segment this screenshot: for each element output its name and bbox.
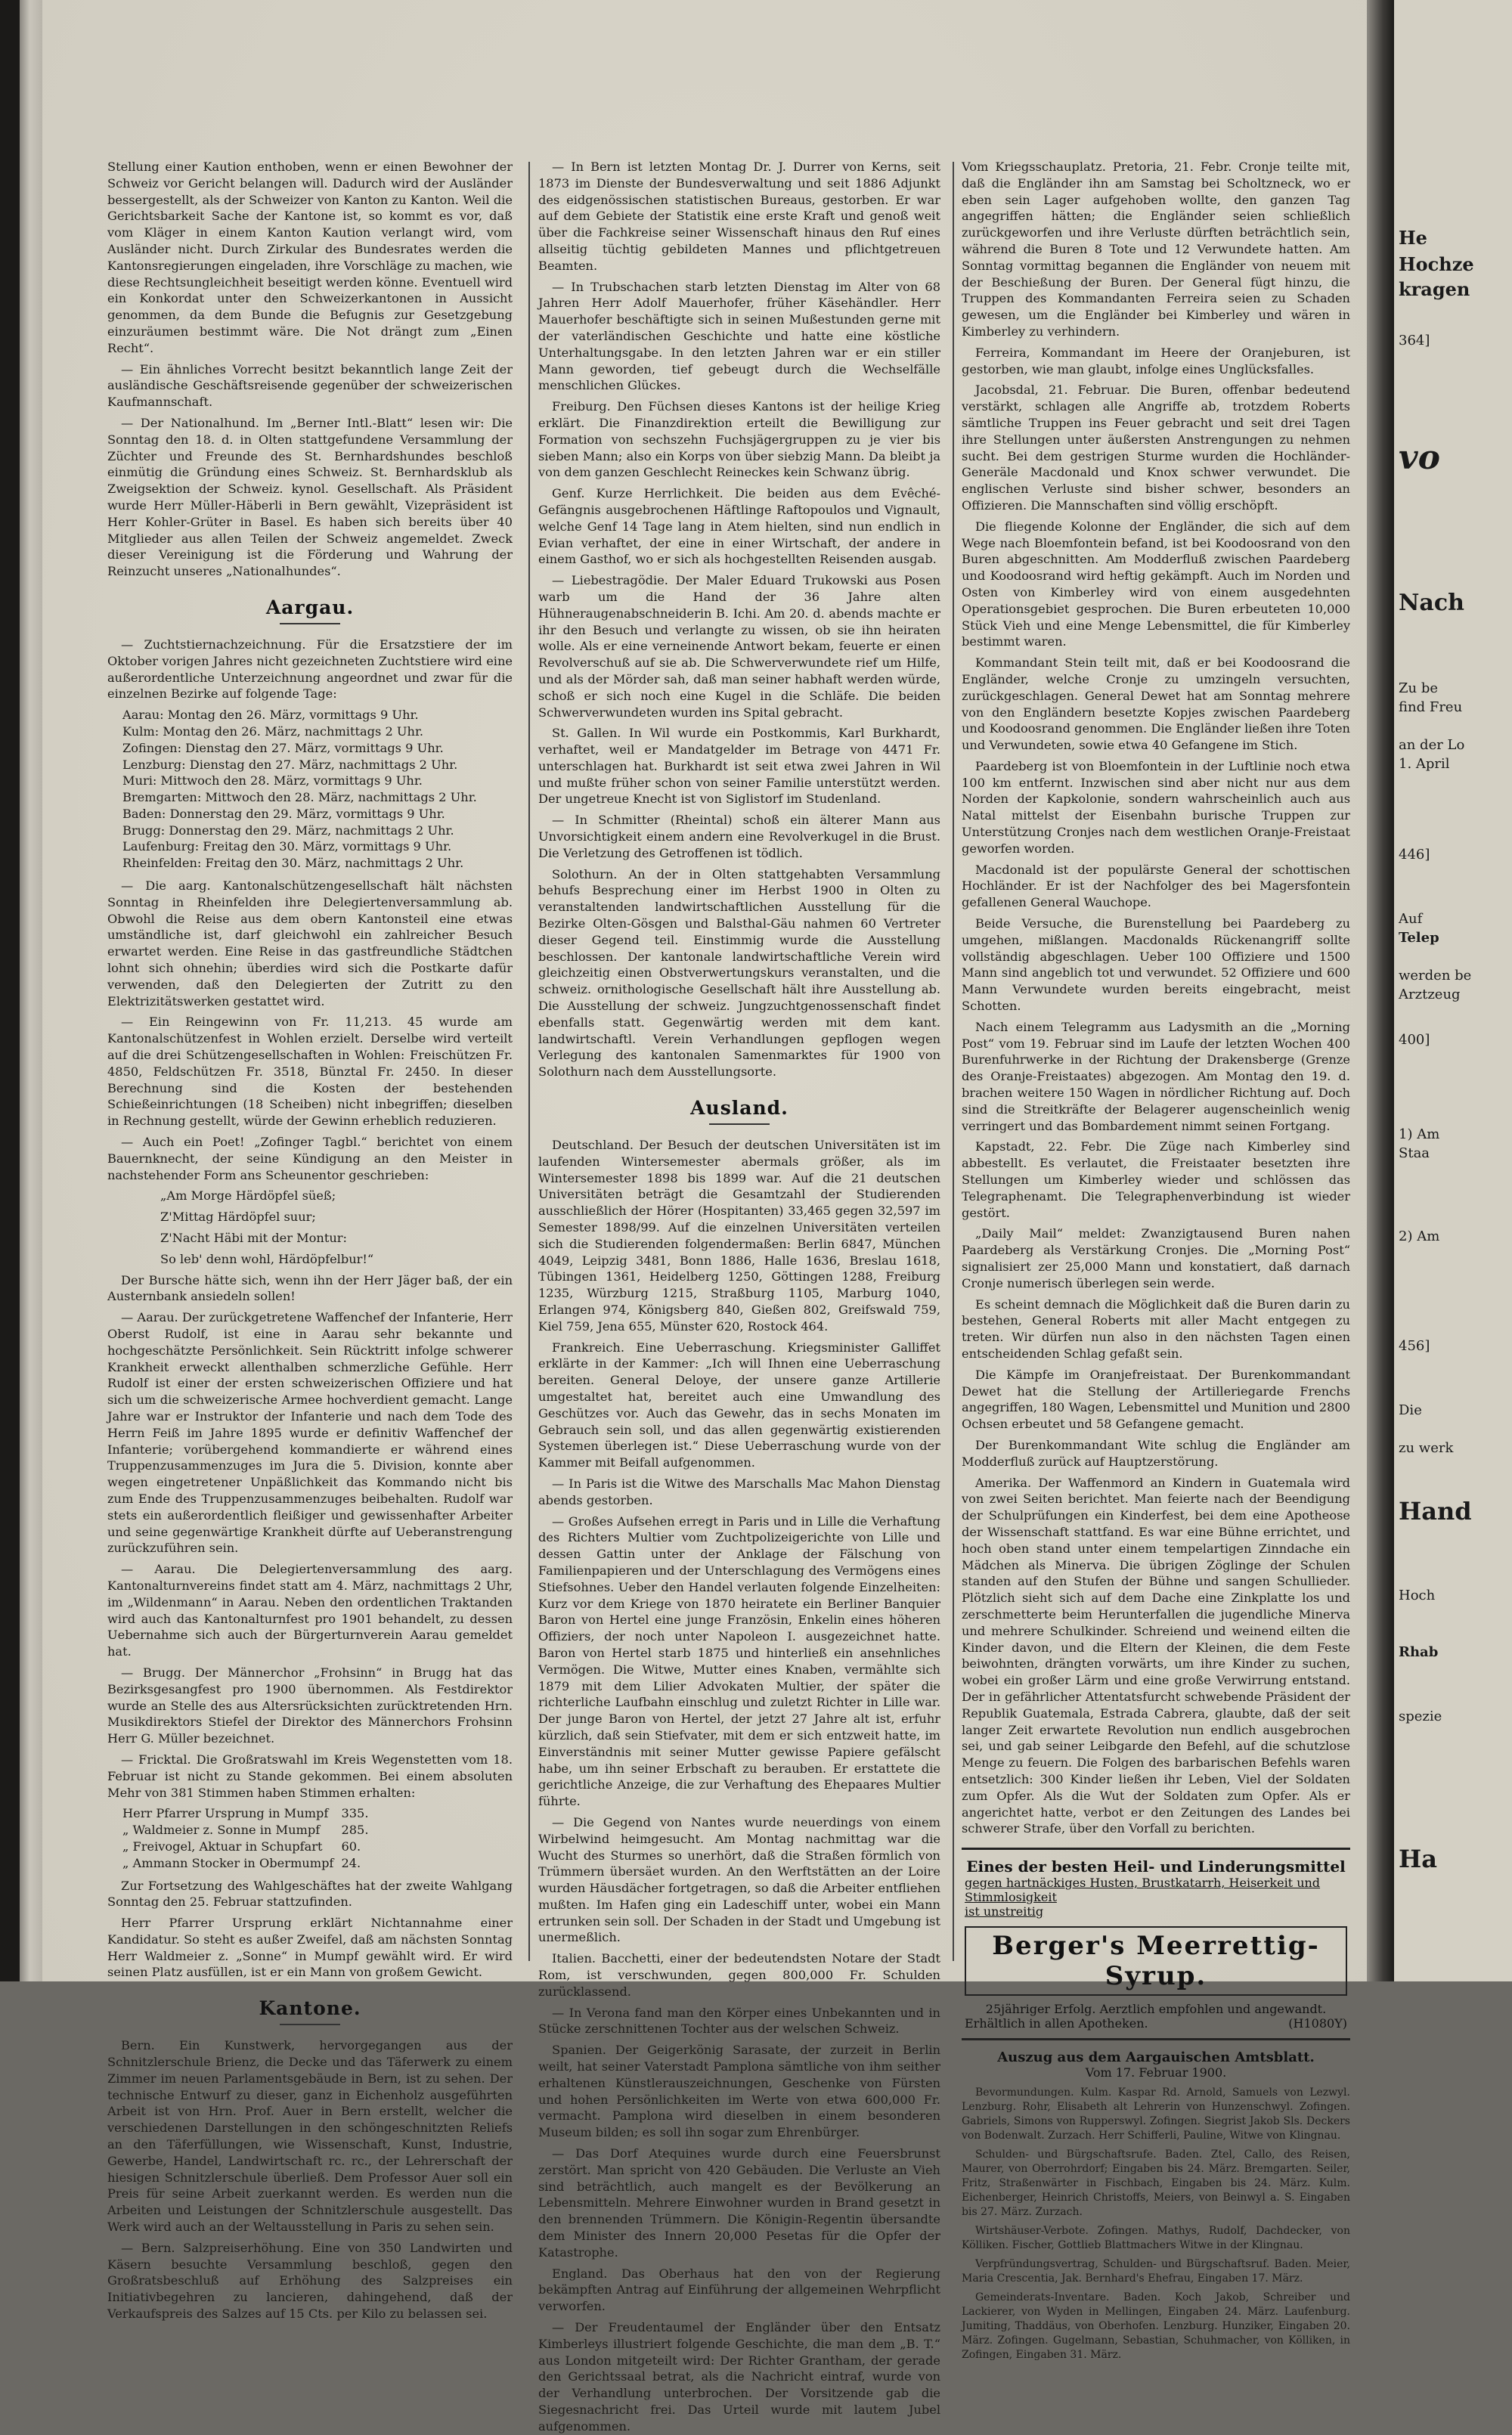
verse-line: „Am Morge Härdöpfel süeß;: [160, 1188, 336, 1204]
fragment-text: 456]: [1399, 1338, 1430, 1354]
vote-results: [122, 1805, 376, 1871]
article-text: Bern. Ein Kunstwerk, hervorgegangen aus der Schnitzlerschule Brienz, die Decke und das Täferwerk zu einem Zimmer im neuen Parlamentsgebäude in Bern, ist zu sehen. Der technische Entwurf zu dieser, ganz in Eichenholz ausgeführten Arbeit ist von Hrn. Prof. Auer in Bern erstellt, welcher die verschiedenen Darstellungen in den schöngeschnitzten Reliefs an den Täferfüllungen, wie Wissenschaft, Kunst, Industrie, Gewerbe, Handel, Landwirtschaft rc. rc., der Lehrerschaft der hiesigen Schnitzlerschule überließ. Dem Professor Auer soll ein Preis für seine Arbeit zuerkannt werden. Es werden nun die Arbeiten und Leistungen der Schnitzlerschule ausgestellt. Das Werk wird auch an der Weltausstellung in Paris zu sehen sein.: [107, 2038, 513, 2235]
article-text: Der Burenkommandant Wite schlug die Engländer am Modderfluß zurück auf Hauptzerstörung.: [962, 1437, 1350, 1469]
article-text: — In Schmitter (Rheintal) schoß ein älterer Mann aus Unvorsichtigkeit einem andern eine Revolverkugel in die Brust. Die Verletzung des Getroffenen ist tödlich.: [538, 813, 940, 860]
article-text: — Der Freudentaumel der Engländer über den Entsatz Kimberleys illustriert folgende Geschichte, die man dem „B. T.“ aus London mitgeteilt wird: Der Richter Grantham, der gerade den Gerichtssaal betrat, als die Nachricht eintraf, wurde von der Verhandlung unterbrochen. Der Vorsitzende gab die Siegesnachricht frei. Das Urteil wurde mit lautem Jubel aufgenommen.: [538, 2320, 940, 2433]
fragment-text: 400]: [1399, 1032, 1430, 1048]
article-text: Italien. Bacchetti, einer der bedeutendsten Notare der Stadt Rom, ist verschwunden, gegen 800,000 Fr. Schulden zurücklassend.: [538, 1951, 940, 1999]
fragment-text: Hand: [1399, 1497, 1472, 1526]
article-text: Genf. Kurze Herrlichkeit. Die beiden aus dem Evêché-Gefängnis ausgebrochenen Häftlinge Raftopoulos und Vignault, welche Genf 14 Tage lang in Atem hielten, sind nun endlich in Evian verhaftet, der eine in einer Wirtschaft, der andere in einem Gasthof, wo er sich als hochgestellten Reisenden ausgab.: [538, 486, 940, 567]
fragment-text: werden be: [1399, 968, 1472, 984]
schedule-item: Lenzburg: Dienstag den 27. März, nachmittags 2 Uhr.: [122, 757, 458, 772]
ad-availability: Erhältlich in allen Apotheken.: [965, 2016, 1148, 2031]
fragment-text: 364]: [1399, 333, 1430, 349]
article-text: Vom Kriegsschauplatz. Pretoria, 21. Febr. Cronje teilte mit, daß die Engländer ihn am Samstag bei Scholtzneck, wo er eben sein Lager aufgehoben wollte, den ganzen Tag angegriffen hätten; die Engländer seien schließlich zurückgeworfen und ihre Verluste dürften beträchtlich sein, während die Buren 8 Tote und 12 Verwundete hatten. Am Sonntag vormittag begannen die Engländer von neuem mit der Beschießung der Buren. Der General fügt hinzu, die Truppen des Kommandanten Ferreira seien zu Schaden gewesen, um die Engländer bei Kimberley und wären in Kimberley zu verhindern.: [962, 160, 1350, 339]
schedule-item: Bremgarten: Mittwoch den 28. März, nachmittags 2 Uhr.: [122, 790, 477, 805]
schedule-item: Baden: Donnerstag den 29. März, vormittags 9 Uhr.: [122, 806, 445, 821]
article-text: Kommandant Stein teilt mit, daß er bei Koodoosrand die Engländer, welche Cronje zu umzingeln versuchten, zurückgeschlagen. General Dewet hat am Sonntag mehrere von den Engländern besetzte Kopjes zwischen Paardeberg und Koodoosrand genommen. Die Engländer ließen ihre Toten und Verwundeten, sowie etwa 40 Gefangene im Stich.: [962, 655, 1350, 753]
fragment-text: Rhab: [1399, 1644, 1439, 1660]
article-text: — In Bern ist letzten Montag Dr. J. Durrer von Kerns, seit 1873 im Dienste der Bundesverwaltung und seit 1886 Adjunkt des eidgenössischen statistischen Bureaus, gestorben. Er war auf dem Gebiete der Statistik eine erste Kraft und genoß weit über die Fachkreise seiner Wissenschaft hinaus den Ruf eines allseitig tüchtig gebildeten Mannes und pflichtgetreuen Beamten.: [538, 160, 940, 273]
schedule-item: Kulm: Montag den 26. März, nachmittags 2 Uhr.: [122, 723, 424, 739]
ad-subline: gegen hartnäckiges Husten, Brustkatarrh, Heiserkeit und Stimmlosigkeit: [965, 1876, 1321, 1905]
advertisement-syrup: [962, 1848, 1350, 2040]
facing-page-fragment: [1394, 0, 1512, 1981]
scan-left-edge: [0, 0, 20, 1981]
fragment-text: vo: [1399, 438, 1440, 477]
fragment-text: Staa: [1399, 1145, 1430, 1161]
column-1: [107, 159, 513, 2322]
article-text: „Daily Mail“ meldet: Zwanzigtausend Buren nahen Paardeberg als Verstärkung Cronjes. Die „Morning Post“ signalisiert zer 25,000 Mann und konstatiert, daß darnach Cronje numerisch überlegen sein werde.: [962, 1226, 1350, 1290]
article-text: Es scheint demnach die Möglichkeit daß die Buren darin zu bestehen, General Roberts mit aller Macht entgegen zu treten. Wir dürfen nun also in den nächsten Tagen einen entscheidenden Schlag gefaßt sein.: [962, 1296, 1350, 1361]
article-text: Der Bursche hätte sich, wenn ihn der Herr Jäger baß, der ein Austernbank ansiedeln sollen!: [107, 1272, 513, 1304]
fragment-text: an der Lo: [1399, 737, 1465, 753]
scan-page-stack: [20, 0, 42, 1981]
amtsblatt-entry: Schulden- und Bürgschaftsrufe. Baden. Ztel, Callo, des Reisen, Maurer, von Oberrohrdorf; Eingaben bis 24. März. Bremgarten. Seiler, Fritz, Straßenwärter in Fischbach, Eingaben bis 24. März. Kulm. Eichenberger, Heinrich Christoffs, Meiers, von Beinwyl a. S. Eingaben bis 27. März. Zurzach.: [962, 2148, 1350, 2219]
article-text: Jacobsdal, 21. Februar. Die Buren, offenbar bedeutend verstärkt, schlagen alle Angriffe ab, trotzdem Roberts sämtliche Truppen ins Feuer gebracht und seit drei Tagen ihre Stellungen unter äußersten Anstrengungen zu nehmen sucht. Bei dem gestrigen Sturme wurden die Hochländer-Generäle Macdonald und Knox schwer verwundet. Die englischen Verluste sind bisher schwer, besonders an Offizieren. Die Mannschaften sind völlig erschöpft.: [962, 383, 1350, 513]
fragment-text: He: [1399, 227, 1427, 249]
amtsblatt-entry: Gemeinderats-Inventare. Baden. Koch Jakob, Schreiber und Lackierer, von Wyden in Mellingen, Eingaben 24. März. Laufenburg. Jumiting, Thaddäus, von Oberhofen. Lenzburg. Hunziker, Eingaben 20. März. Zofingen. Gugelmann, Sebastian, Schuhmacher, von Kölliken, in Zofingen, Eingaben 31. März.: [962, 2291, 1350, 2362]
ad-subline: ist unstreitig: [965, 1904, 1044, 1919]
amtsblatt-entry: Wirtshäuser-Verbote. Zofingen. Mathys, Rudolf, Dachdecker, von Kölliken. Fischer, Gottlieb Blattmachers Witwe in der Klingnau.: [962, 2225, 1350, 2252]
article-text: Nach einem Telegramm aus Ladysmith an die „Morning Post“ vom 19. Februar sind im Laufe der letzten Wochen 400 Burenfuhrwerke in der Richtung der Drakensberge (Grenze des Oranje-Freistaates) abgezogen. Am Montag den 19. d. brachen weitere 150 Wagen in nördlicher Richtung auf. Doch sind die Streitkräfte der Belagerer augenscheinlich wenig verringert und das Bombardement nimmt seinen Fortgang.: [962, 1019, 1350, 1133]
schedule-item: Muri: Mittwoch den 28. März, vormittags 9 Uhr.: [122, 773, 423, 788]
article-text: Ferreira, Kommandant im Heere der Oranjeburen, ist gestorben, wie man glaubt, infolge eines Unglücksfalles.: [962, 345, 1350, 376]
fragment-text: Telep: [1399, 930, 1439, 946]
column-rule: [528, 162, 530, 1961]
vote-name: Herr Pfarrer Ursprung in Mumpf: [122, 1806, 329, 1821]
article-text: Spanien. Der Geigerkönig Sarasate, der zurzeit in Berlin weilt, hat seiner Vaterstadt Pamplona sämtliche von ihm seither erhaltenen Künstlerauszeichnungen, Geschenke von Fürsten und hohen Persönlichkeiten im Werte von etwa 600,000 Fr. vermacht. Pamplona wird dieselben in einem besonderen Museum bilden; es soll ihn sogar zum Ehrenbürger.: [538, 2043, 940, 2140]
fragment-text: Hoch: [1399, 1588, 1436, 1603]
schedule-item: Zofingen: Dienstag den 27. März, vormittags 9 Uhr.: [122, 740, 444, 755]
vote-count: 24.: [341, 1855, 361, 1870]
article-text: Paardeberg ist von Bloemfontein in der Luftlinie noch etwa 100 km entfernt. Inzwischen sind aber nicht nur aus dem Norden der Kapkolonie, sondern wahrscheinlich auch aus Natal mittelst der Eisenbahn burische Truppen zur Unterstützung Cronjes nach dem westlichen Oranje-Freistaat geworfen worden.: [962, 758, 1350, 856]
fragment-text: 2) Am: [1399, 1228, 1440, 1244]
ad-code: (H1080Y): [1288, 2016, 1347, 2031]
schedule-list: [122, 707, 485, 872]
ad-brand: Berger's Meerrettig-Syrup.: [965, 1926, 1347, 1996]
article-text: Herr Pfarrer Ursprung erklärt Nichtannahme einer Kandidatur. So steht es außer Zweifel, daß am nächsten Sonntag Herr Waldmeier z. „Sonne“ in Mumpf gewählt wird. Er wird seinen Platz ausfüllen, ist er ein Mann von großem Gewicht.: [107, 1916, 513, 1980]
article-text: — Ein ähnliches Vorrecht besitzt bekanntlich lange Zeit der ausländische Geschäftsreisende gegenüber der schweizerischen Kaufmannschaft.: [107, 361, 513, 410]
article-text: — In Trubschachen starb letzten Dienstag im Alter von 68 Jahren Herr Adolf Mauerhofer, früher Käsehändler. Herr Mauerhofer beschäftigte sich in seinen Mußestunden gerne mit der vaterländischen Geschichte und hatte eine köstliche Unterhaltungsgabe. In den letzten Jahren war er ein stiller Mann geworden, tief gebeugt durch die Wechselfälle menschlichen Glückes.: [538, 279, 940, 393]
section-heading-aargau: Aargau.: [107, 596, 513, 624]
section-heading-kantone: Kantone.: [107, 1997, 513, 2025]
ad-footer: [965, 2016, 1347, 2031]
book-gutter: [1367, 0, 1394, 1981]
fragment-text: find Freu: [1399, 699, 1463, 715]
fragment-text: Nach: [1399, 590, 1464, 616]
fragment-text: spezie: [1399, 1709, 1442, 1724]
article-text: — Fricktal. Die Großratswahl im Kreis Wegenstetten vom 18. Februar ist nicht zu Stande gekommen. Bei einem absoluten Mehr von 381 Stimmen haben Stimmen erhalten:: [107, 1752, 513, 1800]
article-text: — Der Nationalhund. Im „Berner Intl.-Blatt“ lesen wir: Die Sonntag den 18. d. in Olten stattgefundene Versammlung der Züchter und Freunde des St. Bernhardshundes beschloß einmütig die Gründung eines Schweiz. St. Bernhardsklub als Zweigsektion der Schweiz. kynol. Gesellschaft. Als Präsident wurde Herr Müller-Häberli in Bern gewählt, Vizepräsident ist Herr Kohler-Grüter in Basel. Es haben sich bereits über 40 Mitglieder aus allen Teilen der Schweiz angemeldet. Zweck dieser Vereinigung ist die Förderung und Wahrung der Reinzucht unseres „Nationalhundes“.: [107, 415, 513, 579]
schedule-item: Brugg: Donnerstag den 29. März, nachmittags 2 Uhr.: [122, 823, 454, 838]
column-3: [962, 159, 1350, 2362]
verse-line: Z'Mittag Härdöpfel suur;: [160, 1210, 316, 1225]
vote-count: 60.: [341, 1839, 361, 1854]
verse-line: Z'Nacht Häbi mit der Montur:: [160, 1231, 347, 1246]
column-2: [538, 159, 940, 2433]
article-text: Amerika. Der Waffenmord an Kindern in Guatemala wird von zwei Seiten berichtet. Man feierte nach der Beendigung der Schulprüfungen ein Kinderfest, bei dem eine Apotheose der Wissenschaft stattfand. Es war eine Bühne errichtet, und hoch oben stand unter einem tempelartigen Zinndache ein Mädchen als Minerva. Die übrigen Zöglinge der Schulen standen auf den Stufen der Bühne und sangen Schullieder. Plötzlich sieht sich auf dem Dache eine Zinkplatte los und zerschmetterte beim Herunterfallen die jugendliche Minerva und mehrere Schulkinder. Schreiend und weinend eilten die Kinder davon, und die Eltern der Kleinen, die dem Feste beiwohnten, drängten vorwärts, um ihre Kinder zu suchen, wobei ein großer Lärm und eine große Verwirrung entstand. Der in gefährlicher Attentatsfurcht schwebende Präsident der Republik Guatemala, Estrada Cabrera, glaubte, daß der seit langer Zeit erwartete Revolution nun endlich ausgebrochen sei, und gab seiner Leibgarde den Befehl, auf die schutzlose Menge zu feuern. Die Folgen des barbarischen Befehls waren entsetzlich: 300 Kinder ließen ihr Leben, Viel der Soldaten zum Opfer. Als die Wut der Soldaten zum Opfer. Als er angerichtet hatte, verbot er den Zeitungen des Landes bei schwerer Strafe, über den Vorfall zu berichten.: [962, 1475, 1350, 1836]
amtsblatt-date: Vom 17. Februar 1900.: [1085, 2065, 1227, 2080]
verse-line: So leb' denn wohl, Härdöpfelbur!“: [160, 1251, 374, 1266]
fragment-text: kragen: [1399, 278, 1470, 300]
article-text: Macdonald ist der populärste General der schottischen Hochländer. Er ist der Nachfolger des bei Magersfontein gefallenen General Wauchope.: [962, 862, 1350, 910]
article-text: Frankreich. Eine Ueberraschung. Kriegsminister Galliffet erklärte in der Kammer: „Ich will Ihnen eine Ueberraschung bereiten. General Deloye, der unsere ganze Artillerie umgestaltet hat, bereitet auch eine Umwandlung des Geschützes vor. Auch das Gewehr, das in sechs Monaten im Gebrauch sein soll, und das allen gegenwärtig existierenden Systemen überlegen ist.“ Diese Ueberraschung wurde von der Kammer mit Beifall aufgenommen.: [538, 1340, 940, 1470]
article-text: Die fliegende Kolonne der Engländer, die sich auf dem Wege nach Bloemfontein befand, ist bei Koodoosrand von den Buren abgeschnitten. Am Modderfluß zwischen Paardeberg und Koodoosrand wird heftig gekämpft. Auch im Norden und Osten von Kimberley wird von einem ausgedehnten Operationsgebiet gesprochen. Die Buren erbeuteten 10,000 Stück Vieh und eine Menge Lebensmittel, die für Kimberley bestimmt waren.: [962, 519, 1350, 649]
article-text: — Das Dorf Atequines wurde durch eine Feuersbrunst zerstört. Man spricht von 420 Gebäuden. Die Verluste an Vieh sind beträchtlich, auch mangelt es der Bevölkerung an Lebensmitteln. Mehrere Einwohner wurden in Brand gesetzt in den brennenden Trümmern. Die Königin-Regentin übersandte dem Minister des Innern 20,000 Pesetas für die Opfer der Katastrophe.: [538, 2146, 940, 2260]
article-text: Deutschland. Der Besuch der deutschen Universitäten ist im laufenden Wintersemester abermals größer, als im Wintersemester 1898 bis 1899 war. Auf die 21 deutschen Universitäten beträgt die Gesamtzahl der Studierenden ausschließlich der Hörer (Hospitanten) 33,465 gegen 32,597 im Semester 1898/99. Auf die einzelnen Universitäten verteilen sich die Studierenden folgendermaßen: Berlin 6847, München 4049, Leipzig 3481, Bonn 1886, Halle 1636, Breslau 1618, Tübingen 1361, Heidelberg 1250, Göttingen 1288, Freiburg 1235, Würzburg 1215, Straßburg 1105, Marburg 1040, Erlangen 974, Königsberg 840, Gießen 802, Greifswald 759, Kiel 759, Jena 655, Münster 620, Rostock 464.: [538, 1138, 940, 1334]
vote-count: 285.: [341, 1823, 369, 1838]
article-text: — Zuchtstiernachzeichnung. Für die Ersatzstiere der im Oktober vorigen Jahres nicht gezeichneten Zuchtstiere wird eine außerordentliche Unterzeichnung angeordnet und zwar für die einzelnen Bezirke auf folgende Tage:: [107, 637, 513, 702]
article-text: — Die Gegend von Nantes wurde neuerdings von einem Wirbelwind heimgesucht. Am Montag nachmittag war die Wucht des Sturmes so unerhört, daß die Straßen förmlich von Trümmern übersäet wurden. An den Werftstätten an der Loire wurden Häusdächer fortgetragen, so daß die Arbeiter entfliehen mußten. Im Hafen ging ein Ladeschiff unter, wobei ein Mann ertrunken sein soll. Der Schaden in der Stadt und Umgebung ist unermeßlich.: [538, 1814, 940, 1945]
amtsblatt-title: Auszug aus dem Aargauischen Amtsblatt.: [997, 2049, 1315, 2066]
ad-headline: Eines der besten Heil- und Linderungsmittel: [966, 1857, 1346, 1876]
article-text: — Großes Aufsehen erregt in Paris und in Lille die Verhaftung des Richters Multier vom Zuchtpolizeigerichte von Lille und dessen Gattin unter der Anklage der Fälschung von Familienpapieren und der Unterschlagung des Vermögens eines Stiefsohnes. Ueber den Handel verlauten folgende Einzelheiten: Kurz vor dem Kriege von 1870 heiratete ein Berliner Banquier Baron von Hertel eine junge Französin, Enkelin eines höheren Offiziers, der noch unter Napoleon I. ausgezeichnet hatte. Baron von Hertel starb 1875 und hinterließ ein ansehnliches Vermögen. Die Witwe, Mutter eines Knaben, vermählte sich 1879 mit dem Lilier Advokaten Multier, der später die richterliche Laufbahn einschlug und zuletzt Richter in Lille war. Der junge Baron von Hertel, der jetzt 27 Jahre alt ist, erfuhr kürzlich, daß sein Stiefvater, mit dem er sich entzweit hatte, im Einverständnis mit seiner Mutter gewisse Papiere gefälscht habe, um ihn seiner Erbschaft zu berauben. Er erstattete die gerichtliche Anzeige, die zur Verhaftung des Ehepaares Multier führte.: [538, 1513, 940, 1809]
column-rule: [953, 162, 954, 1961]
fragment-text: zu werk: [1399, 1440, 1454, 1456]
vote-name: „ Ammann Stocker in Obermumpf: [122, 1855, 334, 1870]
amtsblatt-entry: Verpfründungsvertrag, Schulden- und Bürgschaftsruf. Baden. Meier, Maria Crescentia, Jak. Bernhard's Ehefrau, Eingaben 17. März.: [962, 2258, 1350, 2285]
schedule-item: Rheinfelden: Freitag den 30. März, nachmittags 2 Uhr.: [122, 856, 464, 871]
article-text: — Die aarg. Kantonalschützengesellschaft hält nächsten Sonntag in Rheinfelden ihre Delegiertenversammlung ab. Obwohl die Reise aus dem obern Kantonsteil eine etwas umständliche ist, darf gleichwohl ein zahlreicher Besuch erwartet werden. Eine Reise in das gastfreundliche Städtchen lohnt sich ohnehin; überdies wird sich die Postkarte dafür verwenden, daß den Delegierten der Zutritt zu den Elektrizitätswerken gestattet wird.: [107, 878, 513, 1008]
section-heading-ausland: Ausland.: [538, 1097, 940, 1125]
article-text: Freiburg. Den Füchsen dieses Kantons ist der heilige Krieg erklärt. Die Finanzdirektion erteilt die Bewilligung zur Formation von sechszehn Fuchsjägergruppen zu je vier bis sieben Mann; also ein Korps von über siebzig Mann. Da bleibt ja von dem ganzen Geschlecht Reineckes kein Schwanz übrig.: [538, 399, 940, 480]
fragment-text: Die: [1399, 1402, 1422, 1418]
fragment-text: Ha: [1399, 1845, 1437, 1873]
fragment-text: 1. April: [1399, 756, 1450, 772]
fragment-text: Hochze: [1399, 253, 1474, 275]
schedule-item: Laufenburg: Freitag den 30. März, vormittags 9 Uhr.: [122, 839, 452, 854]
article-text: — Liebestragödie. Der Maler Eduard Trukowski aus Posen warb um die Hand der 36 Jahre alten Hühneraugenabschneiderin B. Ichi. Am 20. d. abends machte er ihr den Besuch und verlangte zu wissen, ob sie ihn heiraten wolle. Als er eine verneinende Antwort bekam, feuerte er einen Revolverschuß auf sie ab. Die Schwerverwundete rief um Hilfe, und als der Mörder sah, daß man seiner habhaft werden würde, schoß er sich noch eine Kugel in die Schläfe. Die beiden Schwerverwundeten wurden ins Spital gebracht.: [538, 573, 940, 720]
article-text: — Ein Reingewinn von Fr. 11,213. 45 wurde am Kantonalschützenfest in Wohlen erzielt. Derselbe wird verteilt auf die drei Schützengesellschaften in Wohlen: Freischützen Fr. 4850, Feldschützen Fr. 3518, Bünztal Fr. 2450. In dieser Berechnung sind die Kosten der bestehenden Schießeinrichtungen (18 Scheiben) nicht inbegriffen; dieselben in Rechnung gestellt, würde der Gewinn erheblich reduzieren.: [107, 1015, 513, 1129]
article-text: Zur Fortsetzung des Wahlgeschäftes hat der zweite Wahlgang Sonntag den 25. Februar stattzufinden.: [107, 1878, 513, 1910]
vote-count: 335.: [341, 1806, 369, 1821]
article-text: — Auch ein Poet! „Zofinger Tagbl.“ berichtet von einem Bauernknecht, der seine Kündigung an den Meister in nachstehender Form ans Scheunentor geschrieben:: [107, 1135, 513, 1182]
fragment-text: Auf: [1399, 911, 1423, 927]
article-text: England. Das Oberhaus hat den von der Regierung bekämpften Antrag auf Einführung der allgemeinen Wehrpflicht verworfen.: [538, 2266, 940, 2314]
article-text: Kapstadt, 22. Febr. Die Züge nach Kimberley sind abbestellt. Es verlautet, die Freistaater besetzten ihre Stellungen um Kimberley wieder und schlössen das Telegraphenamt. Die Telegraphenverbindung ist wieder gestört.: [962, 1139, 1350, 1220]
article-text: — Aarau. Der zurückgetretene Waffenchef der Infanterie, Herr Oberst Rudolf, ist eine in Aarau sehr bekannte und hochgeschätzte Persönlichkeit. Sein Rücktritt infolge schwerer Krankheit erweckt allenthalben schmerzliche Gefühle. Herr Rudolf ist einer der ersten schweizerischen Offiziere und hat sich um die schweizerische Armee hochverdient gemacht. Lange Jahre war er Instruktor der Infanterie und nach dem Tode des Herrn Feiß im Jahre 1895 wurde er definitiv Waffenchef der Infanterie; vorübergehend kommandierte er während eines Truppenzusammenzuges im Jura die 5. Division, konnte aber wegen eingetretener Unpäßlichkeit das Kommando nicht bis zum Ende des Truppenzusammenzuges beibehalten. Rudolf war stets ein außerordentlich fleißiger und gewissenhafter Arbeiter und seine gegenwärtige Krankheit dürfte auf Ueberanstrengung zurückzuführen sein.: [107, 1310, 513, 1556]
fragment-text: 446]: [1399, 847, 1430, 863]
article-text: Beide Versuche, die Burenstellung bei Paardeberg zu umgehen, mißlangen. Macdonalds Rückenangriff sollte vollständig abgeschlagen. Ueber 100 Offiziere und 1500 Mann sind angeblich tot und verwundet. 52 Offiziere und 600 Mann Verwundete wurden bereits eingebracht, meist Schotten.: [962, 916, 1350, 1014]
ad-claim: 25jähriger Erfolg. Aerztlich empfohlen und angewandt.: [985, 2002, 1327, 2017]
amtsblatt-entry: Bevormundungen. Kulm. Kaspar Rd. Arnold, Samuels von Lezwyl. Lenzburg. Rohr, Elisabeth alt Lehrerin von Hunzenschwyl. Zofingen. Gabriels, Simons von Rupperswyl. Zofingen. Siegrist Jakob Sls. Deckers von Bodenwalt. Zurzach. Herr Schifferli, Pauline, Witwe von Klingnau.: [962, 2086, 1350, 2142]
schedule-item: Aarau: Montag den 26. März, vormittags 9 Uhr.: [122, 708, 419, 723]
article-text: — Bern. Salzpreiserhöhung. Eine von 350 Landwirten und Käsern besuchte Versammlung beschloß, gegen den Großratsbeschluß auf Erhöhung des Salzpreises ein Initiativbegehren zu lancieren, dahingehend, daß der Verkaufspreis des Salzes auf 15 Cts. per Kilo zu belassen sei.: [107, 2240, 513, 2322]
vote-name: „ Waldmeier z. Sonne in Mumpf: [122, 1823, 321, 1838]
article-text: — Aarau. Die Delegiertenversammlung des aarg. Kantonalturnvereins findet statt am 4. März, nachmittags 2 Uhr, im „Wildenmann“ in Aarau. Neben den ordentlichen Traktanden wird auch das Kantonalturnfest pro 1901 behandelt, zu dessen Uebernahme sich auch der Bürgerturnverein Aarau gemeldet hat.: [107, 1562, 513, 1659]
vote-name: „ Freivogel, Aktuar in Schupfart: [122, 1839, 323, 1854]
fragment-text: Arztzeug: [1399, 987, 1461, 1002]
article-text: Stellung einer Kaution enthoben, wenn er einen Bewohner der Schweiz vor Gericht belangen will. Dadurch wird der Ausländer bessergestellt, als der Schweizer von Kanton zu Kanton. Weil die Gerichtsbarkeit Sache der Kantone ist, so kommt es vor, daß vom Kläger in einem Kanton Kaution verlangt wird, vom Ausländer nicht. Durch Zirkular des Bundesrates werden die Kantonsregierungen eingeladen, ihre Vorschläge zu machen, wie diese Rechtsungleichheit beseitigt werden könne. Eventuell wird ein Konkordat unter den Schweizerkantonen in Aussicht genommen, da dem Bunde die Befugnis zur Gesetzgebung einzuräumen bestimmt wäre. Die Not drängt zum „Einen Recht“.: [107, 160, 513, 355]
fragment-text: Zu be: [1399, 680, 1438, 696]
article-text: — In Verona fand man den Körper eines Unbekannten und in Stücke zerschnittenen Tochter aus der welschen Schweiz.: [538, 2005, 940, 2037]
article-text: Die Kämpfe im Oranjefreistaat. Der Burenkommandant Dewet hat die Stellung der Artilleriegarde Frenchs angegriffen, 180 Wagen, Lebensmittel und Munition und 2800 Ochsen erbeutet und 58 Gefangene gemacht.: [962, 1367, 1350, 1432]
article-text: — Brugg. Der Männerchor „Frohsinn“ in Brugg hat das Bezirksgesangfest pro 1900 übernommen. Als Festdirektor wurde an Stelle des aus Altersrücksichten zurücktretenden Hrn. Musikdirektors Stiefel der Direktor des Männerchors Frohsinn Herr G. Müller bezeichnet.: [107, 1665, 513, 1746]
article-text: Solothurn. An der in Olten stattgehabten Versammlung behufs Besprechung einer im Herbst 1900 in Olten zu veranstaltenden landwirtschaftlichen Ausstellung für die Bezirke Olten-Gösgen und Balsthal-Gäu nahmen 60 Vertreter dieser Gegend teil. Einstimmig wurde die Ausstellung beschlossen. Der kantonale landwirtschaftliche Verein wird gleichzeitig einen Obstverwertungskurs veranstalten, und die schweiz. ornithologische Gesellschaft hält ihre Ausstellung ab. Die Ausstellung der schweiz. Jungzuchtgenossenschaft findet ebenfalls statt. Gegenwärtig werden mit dem kant. landwirtschaftl. Verein Verhandlungen gepflogen wegen Verlegung des kantonalen Samenmarktes für 1900 von Solothurn nach dem Ausstellungsorte.: [538, 866, 940, 1080]
article-text: St. Gallen. In Wil wurde ein Postkommis, Karl Burkhardt, verhaftet, weil er Mandatgelder im Betrage von 4471 Fr. unterschlagen hat. Burkhardt ist seit etwa zwei Jahren in Wil und mußte früher schon von seiner Familie unterstützt werden. Der ungetreue Knecht ist von Siglistorf im Studenland.: [538, 726, 940, 807]
article-text: — In Paris ist die Witwe des Marschalls Mac Mahon Dienstag abends gestorben.: [538, 1476, 940, 1507]
fragment-text: 1) Am: [1399, 1126, 1440, 1142]
